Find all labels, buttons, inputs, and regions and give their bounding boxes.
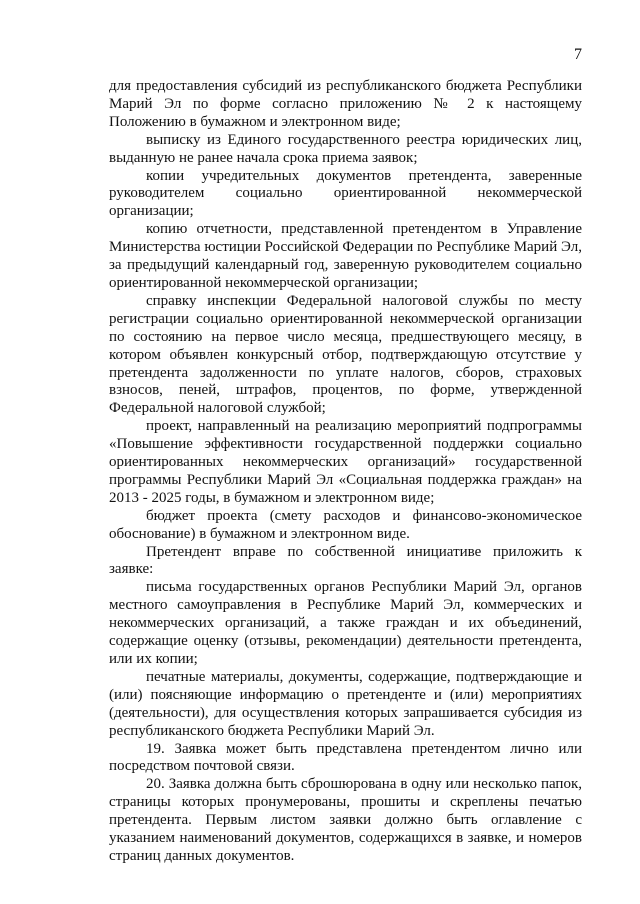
- paragraph-project: проект, направленный на реализацию мероприятий подпрограммы «Повышение эффективности государственной поддержки социально ориентированных некоммерческих организаций» государственной программы Республики Марий Эл «Социальная поддержка граждан» на 2013 - 2025 годы, в бумажном и электронном виде;: [109, 418, 582, 506]
- paragraph-tax-certificate: справку инспекции Федеральной налоговой службы по месту регистрации социально ориентированной некоммерческой организации по состоянию на первое число месяца, предшествующего месяцу, в котором объявлен конкурсный отбор, подтверждающую отсутствие у претендента задолженности по уплате налогов, сборов, страховых взносов, пеней, штрафов, процентов, по форме, утвержденной Федеральной налоговой службой;: [109, 292, 582, 417]
- paragraph-item-20: 20. Заявка должна быть сброшюрована в одну или несколько папок, страницы которых пронумерованы, прошиты и скреплены печатью претендента. Первым листом заявки должно быть оглавление с указанием наименований документов, содержащихся в заявке, и номеров страниц данных документов.: [109, 776, 582, 864]
- paragraph-founding-documents: копии учредительных документов претендента, заверенные руководителем социально ориентированной некоммерческой организации;: [109, 167, 582, 220]
- paragraph-subsidy-form-continuation: для предоставления субсидий из республиканского бюджета Республики Марий Эл по форме согласно приложению № 2 к настоящему Положению в бумажном и электронном виде;: [109, 78, 582, 130]
- paragraph-register-extract: выписку из Единого государственного реестра юридических лиц, выданную не ранее начала срока приема заявок;: [109, 131, 582, 166]
- paragraph-item-19: 19. Заявка может быть представлена претендентом лично или посредством почтовой связи.: [109, 740, 582, 775]
- document-body: [109, 78, 582, 866]
- page-number: 7: [574, 46, 582, 63]
- paragraph-project-budget: бюджет проекта (смету расходов и финансово-экономическое обоснование) в бумажном и электронном виде.: [109, 507, 582, 542]
- paragraph-letters: письма государственных органов Республики Марий Эл, органов местного самоуправления в Республике Марий Эл, коммерческих и некоммерческих организаций, а также граждан и их объединений, содержащие оценку (отзывы, рекомендации) деятельности претендента, или их копии;: [109, 579, 582, 667]
- paragraph-reporting-copy: копию отчетности, представленной претендентом в Управление Министерства юстиции Российской Федерации по Республике Марий Эл, за предыдущий календарный год, заверенную руководителем социально ориентированной некоммерческой организации;: [109, 221, 582, 291]
- paragraph-optional-attachments: Претендент вправе по собственной инициативе приложить к заявке:: [109, 543, 582, 578]
- paragraph-printed-materials: печатные материалы, документы, содержащие, подтверждающие и (или) поясняющие информацию о претенденте и (или) мероприятиях (деятельности), для осуществления которых запрашивается субсидия из республиканского бюджета Республики Марий Эл.: [109, 668, 582, 739]
